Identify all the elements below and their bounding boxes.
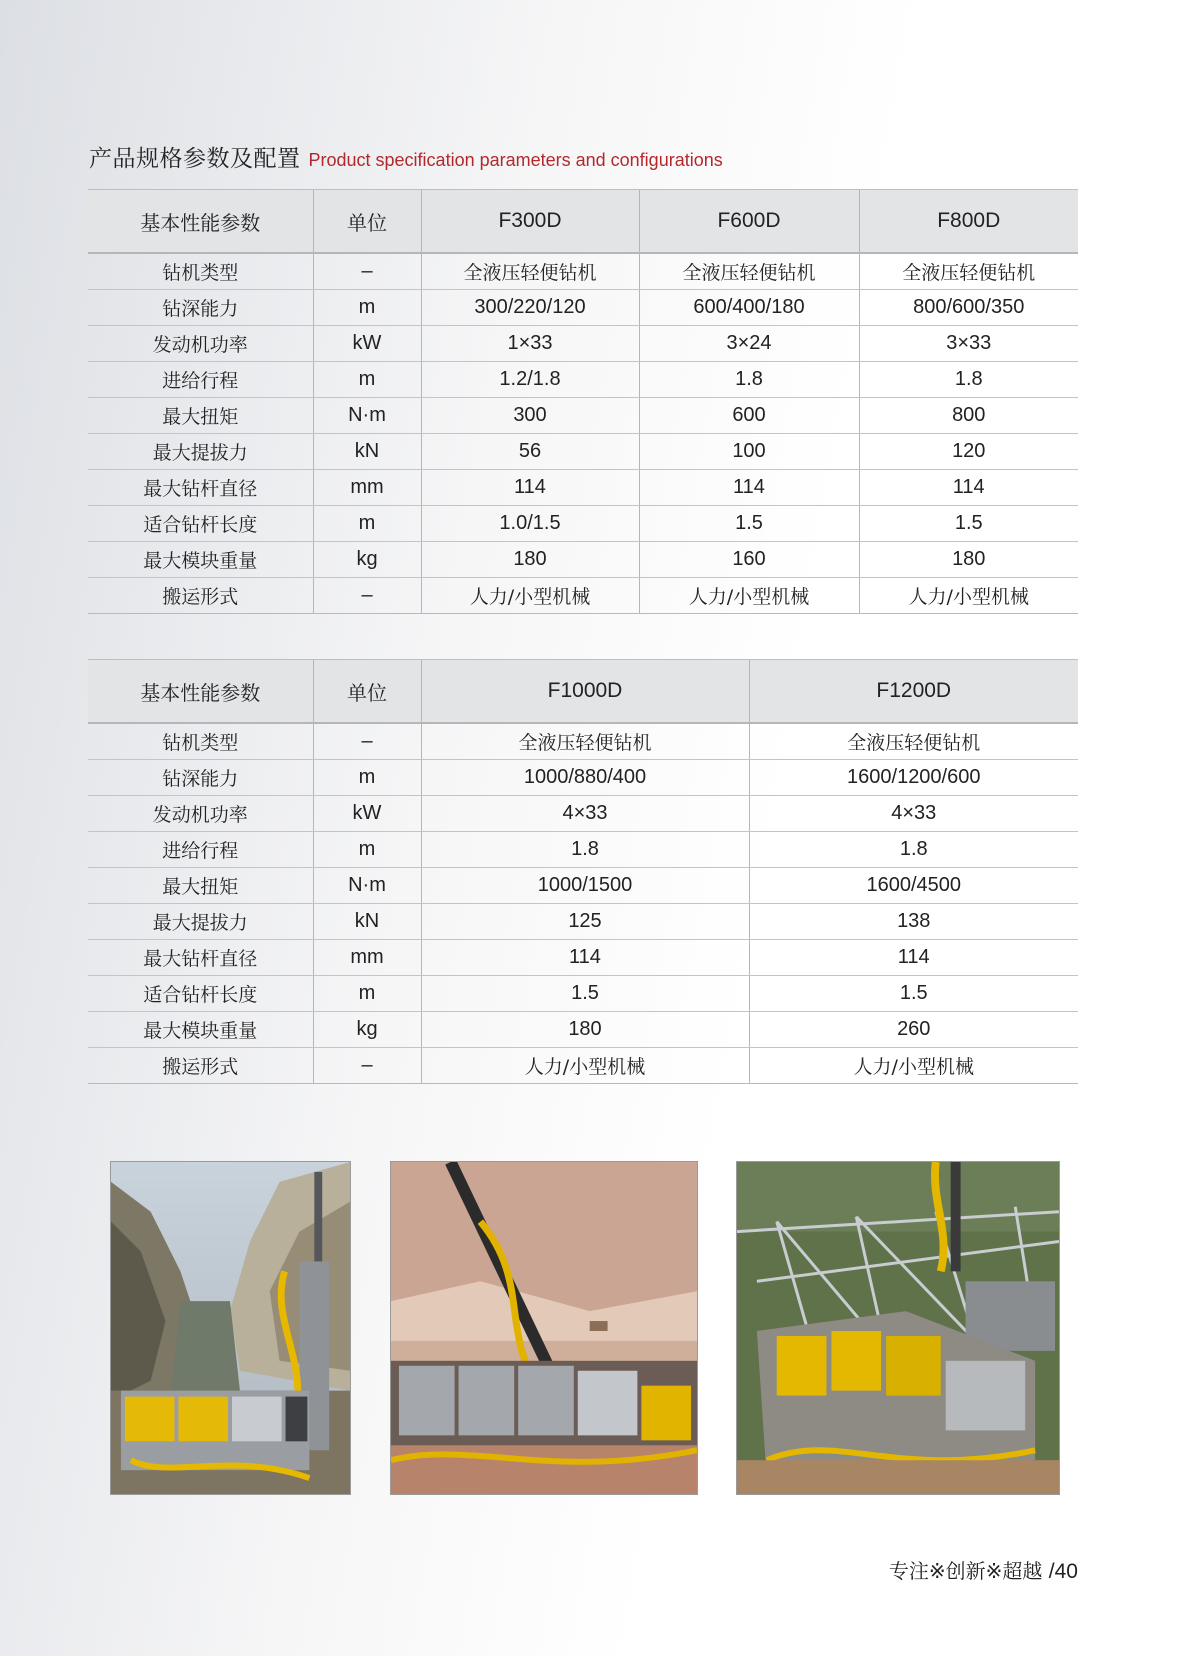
value-cell: 1.2/1.8 [421, 362, 639, 398]
value-cell: 3×24 [639, 326, 859, 362]
unit-cell: m [313, 976, 421, 1012]
header-unit: 单位 [313, 190, 421, 254]
value-cell: 人力/小型机械 [749, 1048, 1078, 1084]
table-row [88, 796, 1078, 832]
value-cell: 138 [749, 904, 1078, 940]
value-cell: 120 [859, 434, 1078, 470]
unit-cell: kN [313, 434, 421, 470]
value-cell: 114 [639, 470, 859, 506]
param-label-cell: 最大钻杆直径 [88, 940, 313, 976]
unit-cell: m [313, 760, 421, 796]
param-label-cell: 钻深能力 [88, 290, 313, 326]
spec-table-1 [88, 189, 1078, 614]
unit-cell: – [313, 253, 421, 290]
photo-drill-canyon [110, 1161, 351, 1495]
value-cell: 114 [421, 940, 749, 976]
value-cell: 300/220/120 [421, 290, 639, 326]
unit-cell: m [313, 290, 421, 326]
value-cell: 1.8 [421, 832, 749, 868]
param-label-cell: 发动机功率 [88, 326, 313, 362]
value-cell: 114 [859, 470, 1078, 506]
header-model: F300D [421, 190, 639, 254]
value-cell: 1.8 [859, 362, 1078, 398]
table-row [88, 976, 1078, 1012]
table-row [88, 940, 1078, 976]
value-cell: 1×33 [421, 326, 639, 362]
value-cell: 800/600/350 [859, 290, 1078, 326]
param-label-cell: 钻深能力 [88, 760, 313, 796]
unit-cell: – [313, 578, 421, 614]
param-label-cell: 最大模块重量 [88, 1012, 313, 1048]
table-row [88, 832, 1078, 868]
unit-cell: m [313, 832, 421, 868]
value-cell: 1.5 [749, 976, 1078, 1012]
value-cell: 1600/4500 [749, 868, 1078, 904]
table-row [88, 1048, 1078, 1084]
unit-cell: kg [313, 542, 421, 578]
value-cell: 1600/1200/600 [749, 760, 1078, 796]
unit-cell: kN [313, 904, 421, 940]
header-unit: 单位 [313, 660, 421, 724]
table-row [88, 362, 1078, 398]
value-cell: 全液压轻便钻机 [749, 723, 1078, 760]
unit-cell: – [313, 723, 421, 760]
footer-slogan: 专注※创新※超越 [888, 1559, 1043, 1583]
photo-drill-quarry [390, 1161, 698, 1495]
heading-en: Product specification parameters and configurations [308, 150, 723, 170]
param-label-cell: 发动机功率 [88, 796, 313, 832]
table-row [88, 290, 1078, 326]
table-row [88, 542, 1078, 578]
value-cell: 全液压轻便钻机 [639, 253, 859, 290]
table-row [88, 506, 1078, 542]
param-label-cell: 钻机类型 [88, 253, 313, 290]
value-cell: 160 [639, 542, 859, 578]
header-model: F1000D [421, 660, 749, 724]
value-cell: 1.8 [639, 362, 859, 398]
unit-cell: m [313, 506, 421, 542]
value-cell: 180 [859, 542, 1078, 578]
value-cell: 人力/小型机械 [421, 578, 639, 614]
table-row [88, 470, 1078, 506]
unit-cell: m [313, 362, 421, 398]
value-cell: 600 [639, 398, 859, 434]
param-label-cell: 最大扭矩 [88, 398, 313, 434]
param-label-cell: 搬运形式 [88, 578, 313, 614]
value-cell: 800 [859, 398, 1078, 434]
value-cell: 1000/880/400 [421, 760, 749, 796]
table-row [88, 578, 1078, 614]
param-label-cell: 适合钻杆长度 [88, 506, 313, 542]
value-cell: 人力/小型机械 [639, 578, 859, 614]
table-row [88, 434, 1078, 470]
value-cell: 180 [421, 542, 639, 578]
value-cell: 114 [421, 470, 639, 506]
unit-cell: mm [313, 470, 421, 506]
value-cell: 人力/小型机械 [421, 1048, 749, 1084]
value-cell: 1.5 [639, 506, 859, 542]
param-label-cell: 进给行程 [88, 362, 313, 398]
table-row [88, 904, 1078, 940]
unit-cell: kW [313, 796, 421, 832]
param-label-cell: 最大钻杆直径 [88, 470, 313, 506]
value-cell: 1.5 [421, 976, 749, 1012]
header-model: F600D [639, 190, 859, 254]
header-param: 基本性能参数 [88, 660, 313, 724]
table-header-row [88, 190, 1078, 254]
value-cell: 56 [421, 434, 639, 470]
param-label-cell: 最大模块重量 [88, 542, 313, 578]
value-cell: 600/400/180 [639, 290, 859, 326]
value-cell: 1.0/1.5 [421, 506, 639, 542]
value-cell: 1.8 [749, 832, 1078, 868]
unit-cell: N·m [313, 868, 421, 904]
unit-cell: N·m [313, 398, 421, 434]
value-cell: 114 [749, 940, 1078, 976]
value-cell: 1000/1500 [421, 868, 749, 904]
param-label-cell: 钻机类型 [88, 723, 313, 760]
param-label-cell: 搬运形式 [88, 1048, 313, 1084]
value-cell: 全液压轻便钻机 [421, 253, 639, 290]
param-label-cell: 进给行程 [88, 832, 313, 868]
heading-cn: 产品规格参数及配置 [89, 146, 301, 172]
param-label-cell: 最大扭矩 [88, 868, 313, 904]
table-row [88, 868, 1078, 904]
value-cell: 180 [421, 1012, 749, 1048]
section-heading [89, 140, 723, 174]
value-cell: 人力/小型机械 [859, 578, 1078, 614]
value-cell: 1.5 [859, 506, 1078, 542]
value-cell: 260 [749, 1012, 1078, 1048]
unit-cell: kW [313, 326, 421, 362]
header-model: F1200D [749, 660, 1078, 724]
photo-drill-forest [736, 1161, 1060, 1495]
header-param: 基本性能参数 [88, 190, 313, 254]
table-row [88, 723, 1078, 760]
spec-table-2 [88, 659, 1078, 1084]
table-row [88, 253, 1078, 290]
table-header-row [88, 660, 1078, 724]
value-cell: 125 [421, 904, 749, 940]
param-label-cell: 最大提拔力 [88, 904, 313, 940]
unit-cell: – [313, 1048, 421, 1084]
value-cell: 全液压轻便钻机 [859, 253, 1078, 290]
value-cell: 4×33 [749, 796, 1078, 832]
unit-cell: kg [313, 1012, 421, 1048]
value-cell: 4×33 [421, 796, 749, 832]
table-row [88, 1012, 1078, 1048]
param-label-cell: 最大提拔力 [88, 434, 313, 470]
page-number: /40 [1048, 1560, 1078, 1583]
param-label-cell: 适合钻杆长度 [88, 976, 313, 1012]
table-row [88, 760, 1078, 796]
footer [889, 1555, 1078, 1584]
header-model: F800D [859, 190, 1078, 254]
value-cell: 300 [421, 398, 639, 434]
value-cell: 全液压轻便钻机 [421, 723, 749, 760]
table-row [88, 398, 1078, 434]
unit-cell: mm [313, 940, 421, 976]
value-cell: 3×33 [859, 326, 1078, 362]
value-cell: 100 [639, 434, 859, 470]
table-row [88, 326, 1078, 362]
